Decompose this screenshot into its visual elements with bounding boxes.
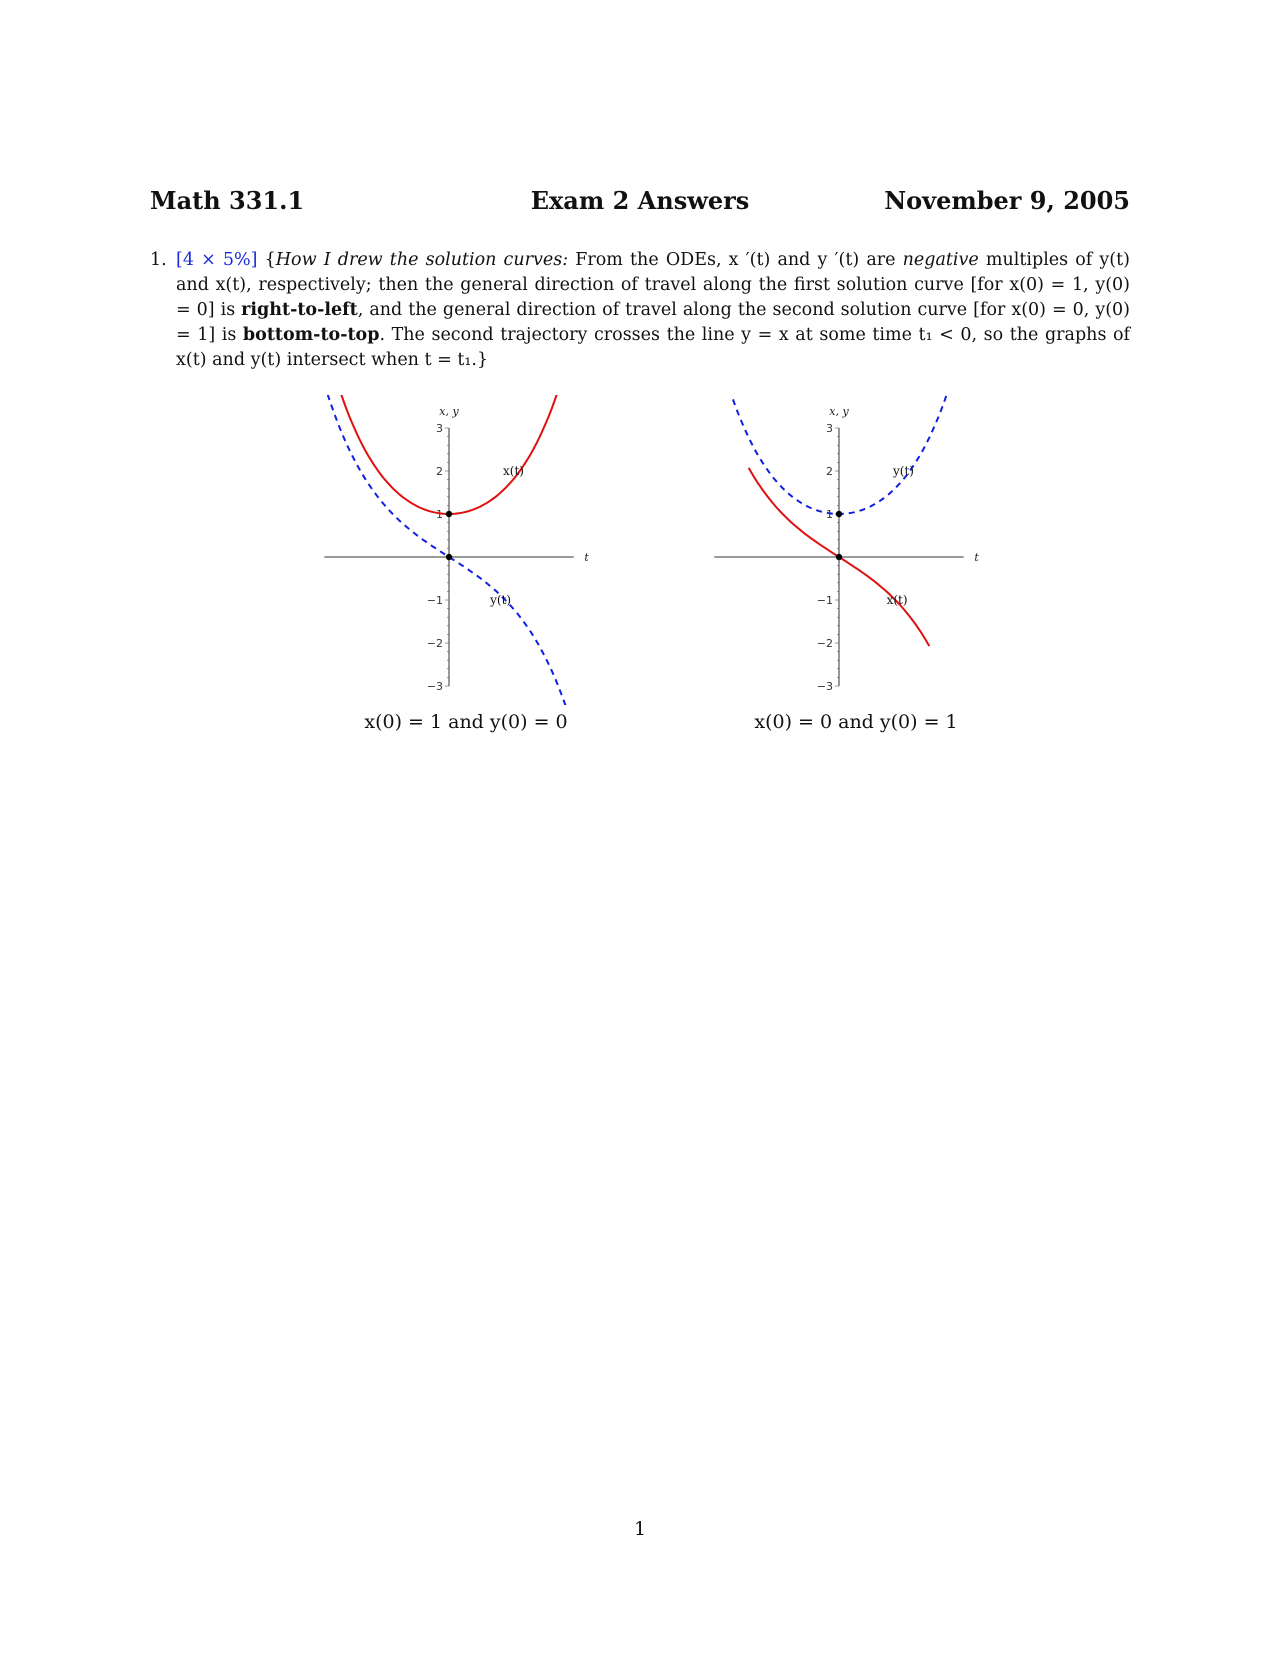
y-tick-label: −3: [426, 680, 443, 693]
series-label: x(t): [503, 464, 524, 478]
direction-1: right-to-left: [241, 300, 358, 320]
initial-point-marker: [836, 554, 842, 560]
y-tick-label: −2: [816, 637, 833, 650]
plot-1-caption: x(0) = 1 and y(0) = 0: [364, 711, 568, 733]
initial-point-marker: [446, 511, 452, 517]
page-header: [150, 186, 1130, 218]
exam-date: November 9, 2005: [884, 186, 1130, 215]
y-tick-label: −3: [816, 680, 833, 693]
x-axis-label: t: [584, 551, 589, 564]
y-tick-label: 3: [436, 422, 443, 435]
problem-text-2: multiples of y(t) and x(t), respectively; then the general direction of travel along the first solution curve [for x(0) = 1, y(0) = 0] is: [176, 250, 1130, 320]
exam-title: Exam 2 Answers: [530, 186, 750, 215]
y-tick-label: 2: [436, 465, 443, 478]
y-tick-label: −1: [426, 594, 443, 607]
y-axis-label: x, y: [439, 405, 459, 418]
y-tick-label: −1: [816, 594, 833, 607]
initial-point-marker: [446, 554, 452, 560]
series-label: y(t): [490, 593, 512, 607]
solution-plot-2: [706, 395, 1006, 705]
negative-word: negative: [902, 250, 979, 270]
open-brace: {: [264, 250, 276, 270]
y-tick-label: 3: [826, 422, 833, 435]
intro-italic: How I drew the solution curves:: [275, 250, 569, 270]
y-tick-label: 2: [826, 465, 833, 478]
page-number: 1: [633, 1518, 647, 1540]
plot-2-caption: x(0) = 0 and y(0) = 1: [754, 711, 958, 733]
course-name: Math 331.1: [150, 186, 305, 215]
y-axis-label: x, y: [829, 405, 849, 418]
problem-weight: [4 × 5%]: [176, 250, 258, 270]
problem-text-4: . The second trajectory crosses the line y = x at some time t₁ < 0, so the graphs of x(t) and y(t) intersect when t = t₁.}: [176, 325, 1131, 370]
plot-1-svg: [316, 395, 616, 705]
problem-1: [150, 248, 1131, 373]
y-tick-label: 1: [436, 508, 443, 521]
problem-text-1: From the ODEs, x ′(t) and y ′(t) are: [568, 250, 903, 270]
problem-number: 1.: [150, 250, 167, 270]
series-label: x(t): [886, 593, 908, 607]
initial-point-marker: [836, 511, 842, 517]
y-tick-label: 1: [826, 508, 833, 521]
y-tick-label: −2: [426, 637, 443, 650]
x-axis-label: t: [974, 551, 979, 564]
direction-2: bottom-to-top: [242, 325, 380, 345]
plot-2-svg: [706, 395, 1006, 705]
solution-plot-1: [316, 395, 616, 705]
series-label: y(t): [893, 464, 914, 478]
problem-text-3: , and the general direction of travel along the second solution curve [for x(0) = 0, y(0) = 1] is: [176, 300, 1130, 345]
